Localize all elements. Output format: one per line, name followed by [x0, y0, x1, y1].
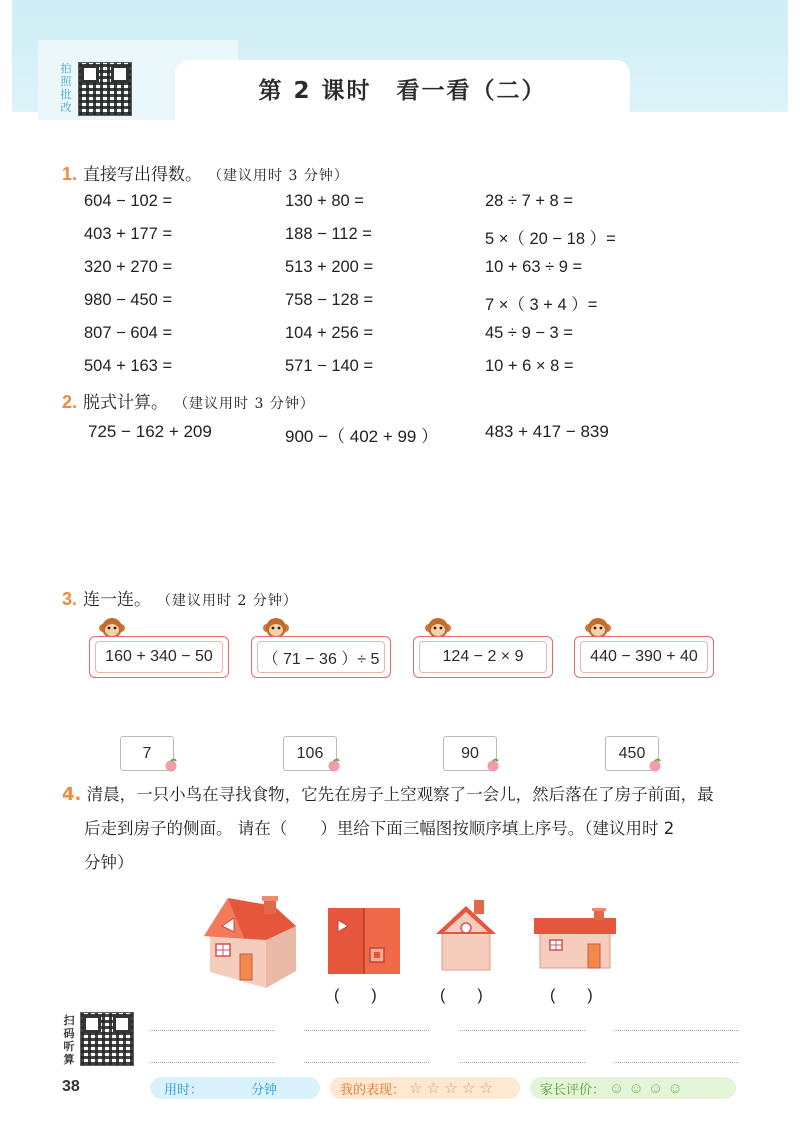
house-top-view-image [326, 906, 402, 976]
q3-heading [62, 585, 298, 610]
scan-listen-char: 听 [63, 1040, 75, 1053]
answer-line[interactable] [150, 1030, 275, 1031]
q1-grid [84, 192, 704, 390]
q2-number: 2. [62, 392, 78, 412]
time-label: 用时： [164, 1081, 204, 1097]
qr-code-icon[interactable] [80, 1012, 134, 1066]
q1-expression: 10 + 63 ÷ 9 = [485, 258, 583, 276]
answer-line[interactable] [614, 1062, 739, 1063]
answer-value: 90 [461, 744, 479, 762]
q4-line: 清晨，一只小鸟在寻找食物，它先在房子上空观察了一会儿，然后落在了房子前面，最 [86, 785, 714, 804]
expression-box-label: 440 − 390 + 40 [580, 641, 708, 673]
q2-text: 脱式计算。 [83, 393, 169, 413]
order-blank[interactable]: ( ) [334, 987, 377, 1004]
q1-row [84, 192, 704, 225]
q1-number: 1. [62, 164, 78, 184]
q4-paragraph [62, 778, 752, 880]
q1-expression: 403 + 177 = [84, 225, 173, 243]
q2-heading [62, 388, 315, 413]
expression-box[interactable] [89, 636, 229, 678]
q3-hint: （建议用时 2 分钟） [157, 593, 298, 609]
q1-text: 直接写出得数。 [83, 165, 203, 185]
photo-grade-char: 批 [60, 88, 72, 101]
peach-icon [164, 758, 178, 772]
answer-value: 450 [618, 744, 646, 762]
expression-box-label: 160 + 340 − 50 [95, 641, 223, 673]
q1-row [84, 258, 704, 291]
answer-line[interactable] [150, 1062, 275, 1063]
time-spent-pill [150, 1077, 320, 1099]
performance-label: 我的表现： [340, 1081, 406, 1097]
q4-line: 分钟） [84, 853, 134, 872]
q1-expression: 28 ÷ 7 + 8 = [485, 192, 573, 210]
q1-expression: 104 + 256 = [285, 324, 374, 342]
q2-expression: 725 − 162 + 209 [88, 422, 212, 441]
peach-icon [486, 758, 500, 772]
photo-grade-char: 改 [60, 101, 72, 114]
parent-review-pill [530, 1077, 736, 1099]
time-unit: 分钟 [251, 1081, 278, 1097]
q4-line: 后走到房子的侧面。 请在（ ）里给下面三幅图按顺序填上序号。（建议用时 2 [84, 819, 675, 838]
page-title: 第 2 课时 看一看（二） [258, 78, 547, 104]
house-side-view-image [434, 900, 498, 972]
q1-expression: 758 − 128 = [285, 291, 374, 309]
photo-grade-char: 照 [60, 75, 72, 88]
star-rating[interactable]: ☆ ☆ ☆ ☆ ☆ [409, 1080, 493, 1097]
q1-expression: 571 − 140 = [285, 357, 374, 375]
q1-expression: 130 + 80 = [285, 192, 364, 210]
q2-hint: （建议用时 3 分钟） [174, 396, 315, 412]
q1-expression: 10 + 6 × 8 = [485, 357, 574, 375]
page-number: 38 [62, 1078, 80, 1095]
answer-line[interactable] [614, 1030, 739, 1031]
expression-box-label: 124 − 2 × 9 [419, 641, 547, 673]
q1-expression: 504 + 163 = [84, 357, 173, 375]
performance-pill [330, 1077, 520, 1099]
q1-row [84, 225, 704, 258]
peach-icon [648, 758, 662, 772]
q1-expression: 513 + 200 = [285, 258, 374, 276]
answer-line[interactable] [460, 1062, 585, 1063]
answer-line[interactable] [460, 1030, 585, 1031]
house-perspective-image [204, 896, 300, 992]
order-blank[interactable]: ( ) [550, 987, 593, 1004]
scan-listen-char: 扫 [63, 1014, 75, 1027]
q1-expression: 188 − 112 = [285, 225, 372, 243]
q1-row [84, 357, 704, 390]
expression-box[interactable] [413, 636, 553, 678]
q3-text: 连一连。 [83, 590, 152, 610]
peach-icon [327, 758, 341, 772]
answer-value: 106 [296, 744, 324, 762]
answer-value: 7 [142, 744, 152, 762]
q1-expression: 7 ×（ 3 + 4 ）= [485, 296, 598, 314]
scan-listen-char: 码 [63, 1027, 75, 1040]
expression-box-label: （ 71 − 36 ）÷ 5 [257, 641, 385, 673]
expression-box[interactable] [574, 636, 714, 678]
q1-expression: 807 − 604 = [84, 324, 173, 342]
q1-row [84, 324, 704, 357]
parent-label: 家长评价： [540, 1081, 606, 1097]
q1-expression: 320 + 270 = [84, 258, 173, 276]
face-rating[interactable]: ☺ ☺ ☺ ☺ [609, 1079, 683, 1097]
q4-number: 4. [62, 784, 82, 805]
house-front-view-image [534, 908, 616, 970]
answer-line[interactable] [304, 1062, 429, 1063]
qr-code-icon[interactable] [78, 62, 132, 116]
answer-line[interactable] [304, 1030, 429, 1031]
expression-box[interactable] [251, 636, 391, 678]
q1-heading [62, 160, 349, 185]
q1-row [84, 291, 704, 324]
q1-expression: 604 − 102 = [84, 192, 173, 210]
order-blank[interactable]: ( ) [440, 987, 483, 1004]
q1-expression: 5 ×（ 20 − 18 ）= [485, 230, 616, 248]
q1-expression: 45 ÷ 9 − 3 = [485, 324, 573, 342]
q1-expression: 980 − 450 = [84, 291, 173, 309]
q1-hint: （建议用时 3 分钟） [208, 168, 349, 184]
scan-listen-label [62, 1014, 76, 1066]
scan-listen-char: 算 [63, 1053, 75, 1066]
q2-expression: 483 + 417 − 839 [485, 422, 609, 441]
photo-grade-char: 拍 [60, 62, 72, 75]
q2-expression: 900 −（ 402 + 99 ） [285, 427, 439, 446]
q3-number: 3. [62, 589, 78, 609]
photo-grade-label [59, 62, 73, 114]
